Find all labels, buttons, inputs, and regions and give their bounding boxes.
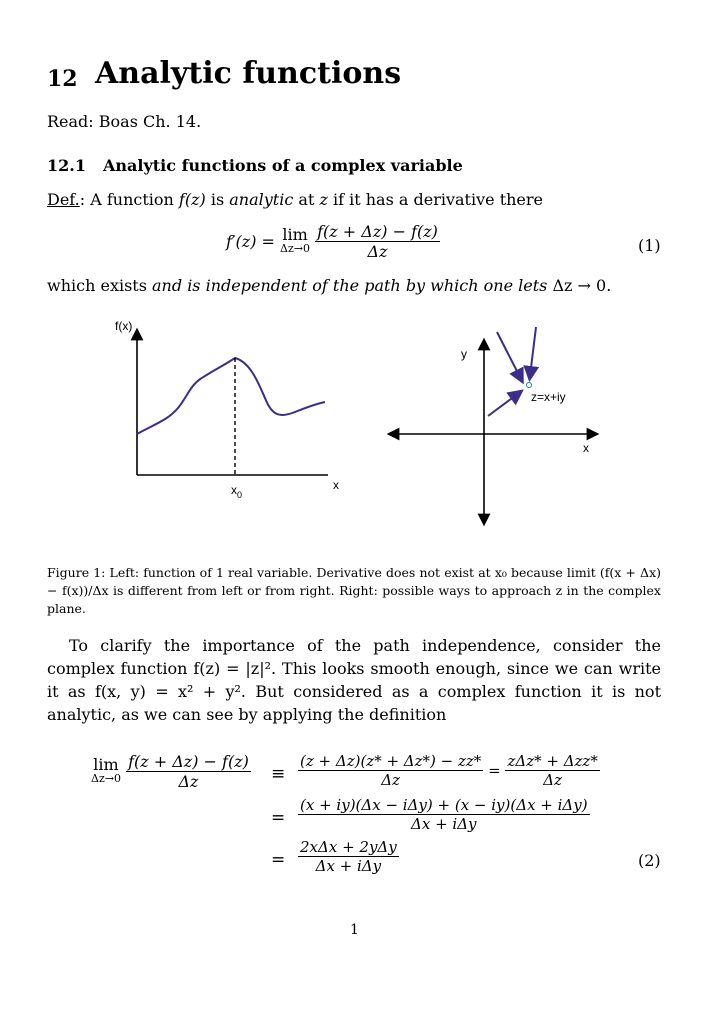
definition-fz: f(z) [178, 190, 206, 209]
body-paragraph: To clarify the importance of the path independence, consider the complex function f(z) = |z|². This looks smooth enough, since we can write it as f(x, y) = x² + y². But considered as a complex function it is not analytic, as we can see by applying the definition [47, 636, 661, 724]
subsection-number: 12.1 [47, 156, 86, 175]
eq2-row3 [298, 838, 399, 875]
eq2-lhs-fraction [126, 752, 251, 791]
point-z [527, 383, 532, 388]
eq2-lim-word: lim [93, 754, 119, 774]
eq1-fraction [315, 222, 440, 261]
eq2-lim-sub: Δz→0 [91, 771, 121, 785]
eq2-lhs-den: Δz [178, 772, 199, 791]
definition-text-a: : A function [79, 190, 179, 209]
eq2-equiv: ≡ [271, 764, 286, 784]
eq2-r3-num: 2xΔx + 2yΔy [300, 838, 397, 856]
eq2-r1-den: Δz [381, 771, 401, 789]
path-arrow-1 [497, 332, 521, 379]
left-ylabel: f(x) [115, 319, 133, 333]
equation-1 [226, 222, 440, 261]
right-ylabel: y [461, 347, 467, 361]
definition-text-c: at [293, 190, 320, 209]
definition-line [47, 190, 543, 209]
definition-label: Def. [47, 190, 80, 209]
definition-text-b: is [205, 190, 230, 209]
eq2-row1 [298, 752, 600, 789]
eq2-r3-fraction [298, 838, 399, 875]
eq2-row2 [298, 796, 590, 833]
subsection-title: Analytic functions of a complex variable [103, 156, 463, 175]
eq2-limit [91, 754, 121, 786]
after-equation-text [47, 276, 611, 295]
figure-caption: Figure 1: Left: function of 1 real variable. Derivative does not exist at x₀ because limit (f(x + Δx) − f(x))/Δx is different from left or from right. Right: possible ways to approach z in the complex plane. [47, 565, 661, 616]
eq2-r1b-fraction [505, 752, 599, 789]
eq2-r2-den: Δx + iΔy [411, 815, 477, 833]
equation-1-number: (1) [638, 236, 661, 255]
figure-left [100, 312, 360, 512]
section-number: 12 [47, 66, 78, 92]
eq1-denominator: Δz [367, 242, 388, 261]
eq2-r1b-den: Δz [543, 771, 563, 789]
after-text-b: Δz → 0. [547, 276, 612, 295]
definition-text-d: if it has a derivative there [327, 190, 544, 209]
eq2-r2-fraction [298, 796, 590, 833]
eq2-eq-row2: = [271, 808, 286, 828]
eq1-numerator: f(z + Δz) − f(z) [317, 222, 438, 241]
page-number: 1 [350, 922, 359, 938]
eq2-r2-num: (x + iy)(Δx − iΔy) + (x − iy)(Δx + iΔy) [300, 796, 588, 814]
right-xlabel: x [583, 441, 589, 455]
after-text-a: which exists [47, 276, 153, 295]
definition-analytic: analytic [229, 190, 294, 209]
eq2-lhs [91, 752, 251, 791]
eq2-r1-num: (z + Δz)(z* + Δz*) − zz* [300, 752, 482, 770]
eq1-lim-sub: Δz→0 [280, 241, 311, 255]
left-curve [137, 358, 325, 434]
eq1-limit [280, 224, 311, 256]
section-title: Analytic functions [95, 56, 402, 91]
figure-right [385, 318, 605, 528]
left-x0-label: $x_0$ [231, 483, 243, 500]
path-arrow-3 [488, 393, 519, 416]
eq1-lim-word: lim [282, 224, 308, 244]
eq1-lhs: f′(z) = [226, 232, 281, 251]
point-label: z=x+iy [531, 390, 566, 404]
eq2-r1-fraction [298, 752, 483, 789]
after-italic: and is independent of the path by which one lets [152, 276, 548, 295]
reading-reference: Read: Boas Ch. 14. [47, 112, 202, 131]
eq2-r1b-num: zΔz* + Δzz* [507, 752, 598, 770]
eq2-lhs-num: f(z + Δz) − f(z) [128, 752, 249, 771]
path-arrow-2 [530, 327, 536, 376]
definition-z: z [319, 190, 328, 209]
equation-2-number: (2) [638, 851, 661, 870]
eq2-eq-row3: = [271, 850, 286, 870]
left-xlabel: x [333, 478, 339, 492]
eq2-r3-den: Δx + iΔy [315, 857, 382, 875]
eq2-r1-eq: = [488, 761, 501, 780]
